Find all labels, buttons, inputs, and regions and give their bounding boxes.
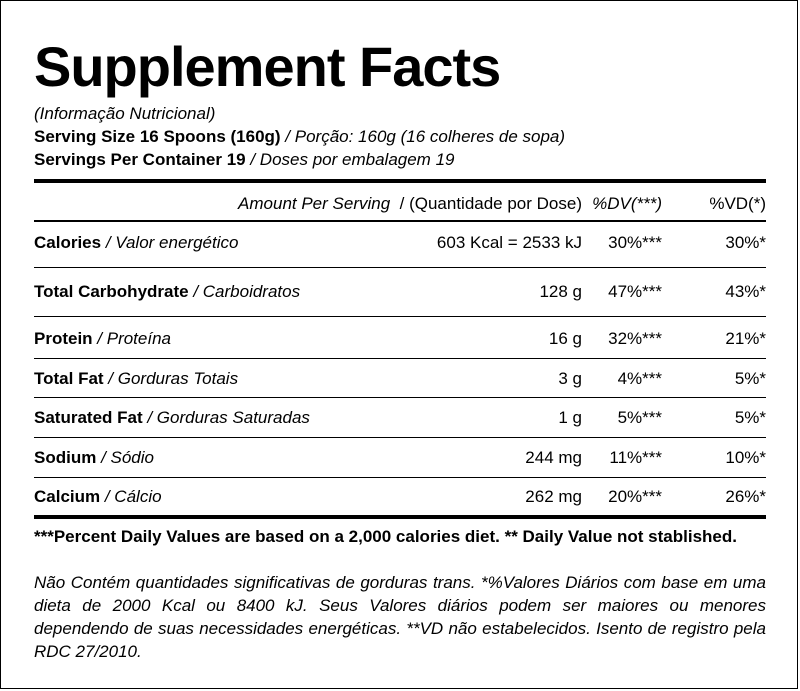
nutrient-name bbox=[34, 231, 238, 255]
nutrient-label: Total Carbohydrate bbox=[34, 282, 189, 301]
footnote-italic: Não Contém quantidades significativas de gorduras trans. *%Valores Diários com base em uma dieta de 2000 Kcal ou 8400 kJ. Seus Valores diários podem ser maiores ou menores dependendo de suas necessidades energéticas. **VD não estabelecidos. Isento de registro pela RDC 27/2010. bbox=[34, 573, 766, 661]
nutrient-amount: 603 Kcal = 2533 kJ bbox=[436, 233, 582, 252]
row-divider bbox=[34, 316, 766, 317]
nutrient-name bbox=[34, 367, 238, 391]
nutrient-vd: 26%* bbox=[725, 487, 766, 506]
table-row bbox=[34, 485, 766, 509]
divider-bottom bbox=[34, 515, 766, 519]
nutrient-vd: 5%* bbox=[734, 369, 766, 388]
nutrient-vd: 5%* bbox=[734, 408, 766, 427]
nutrient-vd: 10%* bbox=[725, 448, 766, 467]
nutrient-label: Sodium bbox=[34, 448, 97, 467]
amount-header bbox=[238, 193, 582, 215]
table-row bbox=[34, 231, 766, 255]
panel-title: Supplement Facts bbox=[34, 35, 501, 98]
nutrient-translation: / Valor energético bbox=[101, 233, 239, 252]
table-row bbox=[34, 327, 766, 351]
nutrient-amount: 262 mg bbox=[525, 487, 582, 506]
footnote-bold: ***Percent Daily Values are based on a 2,000 calories diet. ** Daily Value not stablished. bbox=[34, 527, 737, 546]
nutrient-amount: 244 mg bbox=[525, 448, 582, 467]
divider-top bbox=[34, 179, 766, 183]
nutrient-translation: / Gorduras Saturadas bbox=[142, 408, 310, 427]
nutrient-dv: 30%*** bbox=[608, 233, 662, 252]
nutrient-label: Total Fat bbox=[34, 369, 104, 388]
nutrient-translation: / Cálcio bbox=[100, 487, 162, 506]
serving-size-translation: / Porção: 160g (16 colheres de sopa) bbox=[280, 127, 566, 146]
nutrient-dv: 11%*** bbox=[609, 448, 662, 467]
amount-header-label: Amount Per Serving bbox=[238, 194, 391, 213]
nutrient-translation: / Carboidratos bbox=[188, 282, 301, 301]
serving-size bbox=[34, 126, 565, 148]
nutrient-name bbox=[34, 446, 154, 470]
table-row bbox=[34, 280, 766, 304]
row-divider bbox=[34, 477, 766, 478]
table-row bbox=[34, 367, 766, 391]
servings-per-container bbox=[34, 149, 454, 171]
nutrient-name bbox=[34, 406, 310, 430]
nutrient-label: Saturated Fat bbox=[34, 408, 143, 427]
nutrient-dv: 4%*** bbox=[617, 369, 662, 388]
row-divider bbox=[34, 397, 766, 398]
row-divider bbox=[34, 437, 766, 438]
nutrient-translation: / Gorduras Totais bbox=[103, 369, 239, 388]
nutrient-dv: 32%*** bbox=[608, 329, 662, 348]
vd-header: %VD(*) bbox=[709, 194, 766, 213]
nutrient-label: Protein bbox=[34, 329, 93, 348]
dv-header: %DV(***) bbox=[592, 194, 662, 213]
serving-size-label: Serving Size 16 Spoons (160g) bbox=[34, 127, 281, 146]
table-row bbox=[34, 446, 766, 470]
amount-header-translation: / (Quantidade por Dose) bbox=[390, 194, 582, 213]
table-header bbox=[34, 193, 766, 215]
nutrient-dv: 5%*** bbox=[617, 408, 662, 427]
nutrient-name bbox=[34, 485, 162, 509]
nutrient-label: Calories bbox=[34, 233, 102, 252]
nutrient-amount: 3 g bbox=[558, 369, 582, 388]
table-row bbox=[34, 406, 766, 430]
nutrient-amount: 16 g bbox=[548, 329, 582, 348]
servings-per-container-label: Servings Per Container 19 bbox=[34, 150, 246, 169]
nutrient-dv: 20%*** bbox=[608, 487, 662, 506]
subtitle: (Informação Nutricional) bbox=[34, 104, 216, 123]
nutrient-dv: 47%*** bbox=[608, 282, 662, 301]
nutrient-vd: 43%* bbox=[725, 282, 766, 301]
nutrient-vd: 21%* bbox=[725, 329, 766, 348]
row-divider bbox=[34, 358, 766, 359]
nutrient-name bbox=[34, 327, 171, 351]
nutrient-name bbox=[34, 280, 300, 304]
servings-per-container-translation: / Doses por embalagem 19 bbox=[245, 150, 455, 169]
nutrient-label: Calcium bbox=[34, 487, 101, 506]
nutrient-translation: / Sódio bbox=[96, 448, 154, 467]
nutrient-amount: 1 g bbox=[558, 408, 582, 427]
divider-header bbox=[34, 220, 766, 222]
row-divider bbox=[34, 267, 766, 268]
nutrient-vd: 30%* bbox=[725, 233, 766, 252]
nutrient-amount: 128 g bbox=[539, 282, 582, 301]
nutrient-translation: / Proteína bbox=[92, 329, 171, 348]
